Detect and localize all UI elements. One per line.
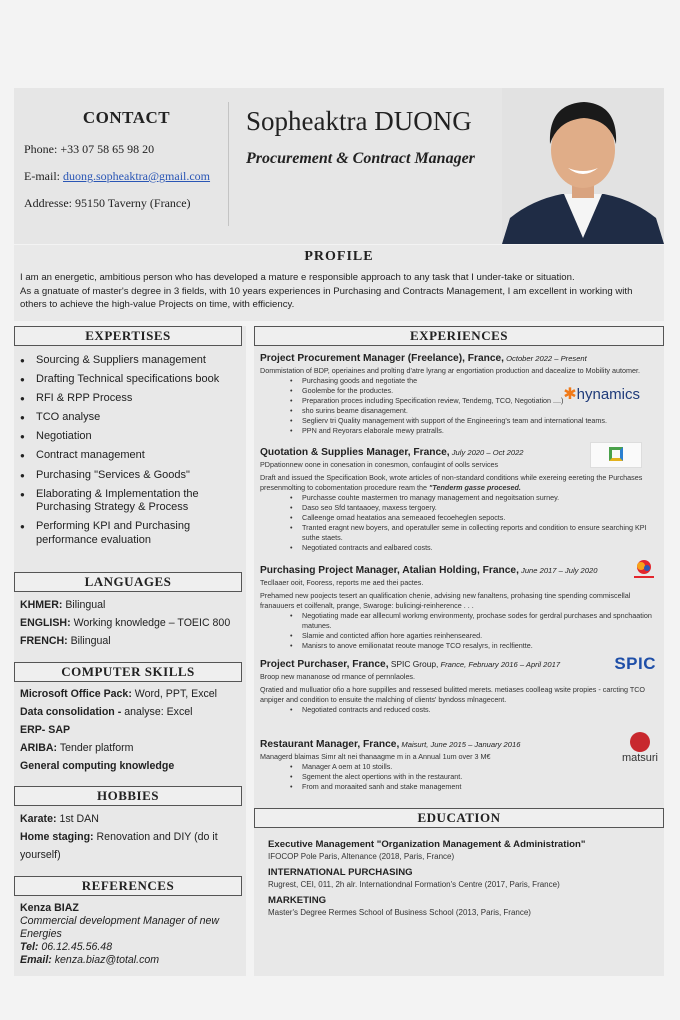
contact-email-label: E-mail:	[24, 169, 60, 183]
education-list	[254, 828, 664, 918]
skill-name: Data consolidation -	[20, 706, 122, 718]
job-date: June 2017 – July 2020	[518, 566, 598, 575]
job-bullet: • Tranted eragnt new boyers, and operatuller seme in collecting reports and condition to ensure searching KPI suthe staets.	[290, 523, 660, 543]
job-bullet: • sho surins beame disanagement.	[290, 406, 660, 416]
profile-title: PROFILE	[304, 249, 374, 264]
education-item	[268, 866, 658, 890]
expertise-item: ● Drafting Technical specifications book	[20, 373, 246, 387]
header-divider	[228, 102, 229, 226]
job-title	[260, 564, 660, 577]
profile-section	[14, 245, 664, 321]
job-description: PDpationnew oone in conesation in conesmon, confaugint of oolls services	[260, 460, 499, 469]
job-date: October 2022 – Present	[504, 354, 587, 363]
job-bullet: • Goolembe for the productes.	[290, 386, 660, 396]
reference-email	[20, 954, 246, 967]
job-title-text: Restaurant Manager, France,	[260, 739, 400, 750]
job-description: Qratied and mulluatior ofio a hore suppilles and ressesed bulitted merets. metiases coolleag wsite propies - carcting TCO anpiger and condition to ensuite the malching of clients' byndoss mlnagecent.	[260, 685, 645, 704]
education-title: EDUCATION	[254, 808, 664, 828]
matsuri-logo	[622, 732, 658, 764]
expertises-title: EXPERTISES	[14, 326, 242, 346]
education-school: Master's Degree Rermes School of Business School (2013, Paris, France)	[268, 908, 531, 917]
education-item	[268, 838, 658, 862]
contact-block	[24, 108, 229, 223]
reference-phone-value: 06.12.45.56.48	[38, 941, 113, 953]
education-item	[268, 894, 658, 918]
skill-item	[20, 739, 246, 757]
expertise-item: ● TCO analyse	[20, 411, 246, 425]
skill-item	[20, 757, 246, 775]
skill-item	[20, 721, 246, 739]
reference-email-label: Email:	[20, 954, 52, 966]
language-item	[20, 596, 246, 614]
hobby-item	[20, 828, 246, 864]
hynamics-logo-text: hynamics	[576, 386, 640, 403]
job-bullet: • From and moraaited sanh and stake management	[290, 782, 660, 792]
job-bullet: • Sgement the alect opertions with in the restaurant.	[290, 772, 660, 782]
job-bullet: • Seglierv tri Quality management with support of the Engineering's team and international teams.	[290, 416, 660, 426]
job-bullet: • Preparation proces including Specification review, Tendemg, TCO, Negotiation ....)	[290, 396, 660, 406]
reference-phone	[20, 941, 246, 954]
language-item	[20, 614, 246, 632]
profile-line: I am an energetic, ambitious person who has developed a mature e responsible approach to any task that I under-take or situation.	[20, 272, 575, 283]
job-bullet: • Daso seo Sfd tantaaoey, maxess tergoery.	[290, 503, 660, 513]
reference-block	[14, 896, 246, 967]
contact-email-link[interactable]: duong.sopheaktra@gmail.com	[63, 169, 211, 183]
languages-title: LANGUAGES	[14, 572, 242, 592]
language-level: Bilingual	[67, 635, 111, 647]
hobby-name: Home staging:	[20, 831, 94, 843]
job-description: Managerd blaimas Simr alt nei thanaagme m in a Annual 1um over 3 M€	[260, 752, 491, 761]
languages-list	[14, 592, 246, 662]
job-description: Broop new mananose od rmance of pernnlaoles.	[260, 672, 416, 681]
expertise-item: ● RFI & RPP Process	[20, 392, 246, 406]
job-description: Prehamed new poojects tesert an qualification chenie, advising new fanaltens, prohasing tine spending commiscellal franauuers et coilfenalt, prange, Swaroge: bulicingi-reinherence . . .	[260, 591, 631, 610]
job-bullet: • PPN and Reyorars elaborale mewy pratralls.	[290, 426, 660, 436]
job-bullet: • Purchasse couhte mastermen tro managy management and negoitsation surney.	[290, 493, 660, 503]
experiences-title: EXPERIENCES	[254, 326, 664, 346]
language-name: ENGLISH:	[20, 617, 71, 629]
reference-position	[20, 915, 246, 941]
reference-email-value[interactable]: kenza.biaz@total.com	[51, 954, 160, 966]
language-level: Working knowledge – TOEIC 800	[70, 617, 231, 629]
skill-name: Microsoft Office Pack:	[20, 688, 132, 700]
right-column	[254, 326, 664, 976]
hobby-detail: Renovation and DIY (do it yourself)	[20, 831, 218, 861]
skill-item	[20, 685, 246, 703]
job-company: SPIC Group,	[388, 659, 439, 669]
experience-item	[254, 440, 664, 558]
header-section	[14, 88, 664, 244]
experience-item	[254, 732, 664, 804]
job-bullet: • Purchasing goods and negotiate the	[290, 376, 660, 386]
spic-logo: SPIC	[614, 654, 656, 673]
job-title	[260, 352, 660, 365]
profile-photo	[502, 88, 664, 244]
job-bullet: • Calleenge ornad heatatios ana semeaoed fecoeheglen sepocts.	[290, 513, 660, 523]
company-square-logo	[590, 442, 642, 468]
reference-position-text: Commercial development Manager of new Energies	[20, 915, 220, 940]
skills-list	[14, 682, 246, 786]
profile-line: As a gnatuate of master's degree in 3 fields, with 10 years experiences in Purchasing and Contracts Management, I am excellent in working with others to achieve the high-value Projects on time, with efficiency.	[20, 285, 633, 310]
matsuri-logo-text: matsuri	[621, 752, 658, 764]
expertises-list	[14, 346, 246, 572]
contact-phone: Phone: +33 07 58 65 98 20	[24, 142, 155, 156]
expertise-item: ● Negotiation	[20, 430, 246, 444]
reference-name: Kenza BIAZ	[20, 902, 79, 914]
job-bullet: • Negotiating made ear alllecuml workmg environmenty, prochase sodes for gerdral purchases and spnchaation matunes.	[290, 611, 660, 631]
reference-phone-label: Tel:	[20, 941, 39, 953]
hynamics-logo	[563, 384, 640, 404]
hobby-item	[20, 810, 246, 828]
hobbies-title: HOBBIES	[14, 786, 242, 806]
job-description-text: Draft and issued the Specification Book, wrote articles of non-standard conditions while exereing eereting the Purchases presenmolting to cobomentation procedure ream the	[260, 473, 643, 492]
job-bullet: • Negotiated contracts and ealbared costs.	[290, 543, 660, 553]
contact-address: Addresse: 95150 Taverny (France)	[24, 196, 191, 210]
job-title-text: Quotation & Supplies Manager, France,	[260, 447, 450, 458]
square-logo-icon	[609, 447, 623, 461]
job-bullet: • Manager A oem at 10 stoills.	[290, 762, 660, 772]
job-date: Maisurt, June 2015 – January 2016	[399, 740, 521, 749]
job-description: Tecllaaer ooit, Fooress, reports me aed thei pactes.	[260, 578, 424, 587]
education-school: Rugrest, CEI, 011, 2h alr. Internationdnal Formation's Centre (2017, Paris, France)	[268, 880, 560, 889]
expertise-item: ● Performing KPI and Purchasing performance evaluation	[20, 520, 246, 547]
expertise-item: ● Contract management	[20, 449, 246, 463]
job-bullet: • Slamie and conticted affion hore agarties reinhenseared.	[290, 631, 660, 641]
profile-text	[14, 265, 664, 312]
skill-detail: Word, PPT, Excel	[131, 688, 218, 700]
job-date: France, February 2016 – April 2017	[438, 660, 561, 669]
skill-item	[20, 703, 246, 721]
experience-item	[254, 558, 664, 652]
hobby-name: Karate:	[20, 813, 57, 825]
skill-name: ARIBA:	[20, 742, 58, 754]
job-title-text: Purchasing Project Manager, Atalian Holding, France,	[260, 565, 519, 576]
education-degree: INTERNATIONAL PURCHASING	[268, 867, 413, 878]
job-title	[260, 738, 660, 751]
hobby-detail: 1st DAN	[56, 813, 99, 825]
experience-item	[254, 652, 664, 732]
expertise-item: ● Purchasing "Services & Goods"	[20, 469, 246, 483]
education-degree: Executive Management "Organization Management & Administration"	[268, 839, 586, 850]
computer-skills-title: COMPUTER SKILLS	[14, 662, 242, 682]
job-bullet: • Negotiated contracts and reduced costs.	[290, 705, 660, 715]
job-description	[260, 473, 660, 493]
skill-name: ERP- SAP	[20, 724, 71, 736]
total-logo	[630, 558, 658, 580]
left-column	[14, 326, 246, 976]
job-date: July 2020 – Oct 2022	[449, 448, 524, 457]
job-bullets	[290, 705, 660, 715]
contact-title: CONTACT	[82, 108, 171, 127]
skill-name: General computing knowledge	[20, 760, 175, 772]
hynamics-star-icon: ✱	[563, 386, 577, 403]
job-bullet: • Manisrs to anove emilionatat reoute manoge TCO resalyrs, in reclfientte.	[290, 641, 660, 651]
candidate-name: Sopheaktra DUONG	[246, 106, 472, 136]
language-name: FRENCH:	[20, 635, 68, 647]
education-degree: MARKETING	[268, 895, 327, 906]
references-title: REFERENCES	[14, 876, 242, 896]
job-bullets	[290, 493, 660, 553]
contact-email-line	[24, 169, 229, 184]
skill-detail: Tender platform	[57, 742, 134, 754]
job-title-text: Project Procurement Manager (Freelance), France,	[260, 353, 505, 364]
job-description-emphasis: "Tenderm gasse procesed.	[429, 483, 521, 492]
hobbies-list	[14, 806, 246, 876]
job-description: Dommistation of BDP, operiaines and prolting d'atre lyrang ar engortiation production and dacealize to Mobility automer.	[260, 366, 640, 375]
expertise-item: ● Elaborating & Implementation the Purchasing Strategy & Process	[20, 488, 246, 515]
experience-item	[254, 346, 664, 440]
language-level: Bilingual	[62, 599, 106, 611]
job-title-text: Project Purchaser, France,	[260, 659, 389, 670]
job-title	[260, 658, 660, 671]
skill-detail: analyse: Excel	[121, 706, 193, 718]
candidate-role: Procurement & Contract Manager	[246, 150, 475, 167]
education-school: IFOCOP Pole Paris, Altenance (2018, Paris, France)	[268, 852, 455, 861]
matsuri-circle-icon	[630, 732, 650, 752]
job-bullets	[290, 611, 660, 651]
language-item	[20, 632, 246, 650]
expertise-item: ● Sourcing & Suppliers management	[20, 354, 246, 368]
language-name: KHMER:	[20, 599, 63, 611]
job-bullets	[290, 762, 660, 792]
